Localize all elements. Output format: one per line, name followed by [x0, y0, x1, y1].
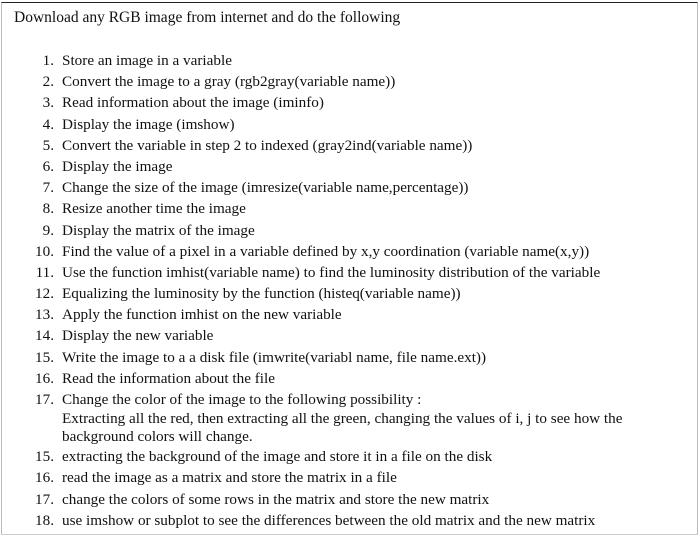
list-item-17-detail [0, 410, 700, 446]
item-number: 8. [42, 200, 54, 218]
list-item-12 [0, 283, 700, 304]
item-number: 15. [35, 448, 54, 466]
item-number: 9. [42, 221, 54, 239]
item-number: 17. [35, 490, 54, 508]
item-text: read the image as a matrix and store the matrix in a file [62, 469, 397, 487]
item-number: 12. [35, 285, 54, 303]
item-number: 13. [35, 306, 54, 324]
item-number: 15. [35, 348, 54, 366]
item-text: Display the image (imshow) [62, 115, 235, 133]
item-text: Display the matrix of the image [62, 221, 255, 239]
item-number: 18. [35, 511, 54, 529]
list-item-7 [0, 177, 700, 198]
list-item-5 [0, 135, 700, 156]
item-text: Resize another time the image [62, 200, 246, 218]
item-text: Write the image to a a disk file (imwrite(variabl name, file name.ext)) [62, 348, 487, 366]
item-text: Equalizing the luminosity by the function (histeq(variable name)) [62, 285, 461, 303]
list-item-15 [0, 347, 700, 368]
list-item-16b [0, 467, 700, 488]
item-text: Read the information about the file [62, 369, 275, 387]
item-detail-text: Extracting all the red, then extracting all the green, changing the values of i, j to see how the background colors will change. [62, 410, 623, 446]
item-number: 14. [35, 327, 54, 345]
item-number: 17. [35, 391, 54, 408]
list-item-13 [0, 304, 700, 325]
item-number: 16. [35, 369, 54, 387]
item-number: 4. [42, 115, 54, 133]
list-item-8 [0, 198, 700, 219]
item-number: 2. [42, 73, 54, 91]
list-item-18 [0, 510, 700, 531]
item-text: Change the size of the image (imresize(variable name,percentage)) [62, 179, 469, 197]
item-number: 16. [35, 469, 54, 487]
item-text: Find the value of a pixel in a variable defined by x,y coordination (variable name(x,y)) [62, 242, 590, 260]
item-number: 10. [35, 242, 54, 260]
item-text: Read information about the image (iminfo) [62, 94, 324, 112]
item-number: 1. [42, 52, 54, 69]
list-item-2 [0, 71, 700, 92]
item-text: Convert the variable in step 2 to indexed (gray2ind(variable name)) [62, 136, 473, 154]
list-item-1 [0, 50, 700, 71]
item-text: Display the new variable [62, 327, 214, 345]
item-text: Convert the image to a gray (rgb2gray(variable name)) [62, 73, 396, 91]
list-item-15b [0, 446, 700, 467]
item-text: Use the function imhist(variable name) to find the luminosity distribution of the variable [62, 263, 601, 281]
list-item-11 [0, 262, 700, 283]
item-text: Store an image in a variable [62, 52, 232, 69]
list-item-10 [0, 241, 700, 262]
list-item-17b [0, 489, 700, 510]
document-heading: Download any RGB image from internet and do the following [14, 9, 401, 26]
item-number: 7. [42, 179, 54, 197]
item-text: Change the color of the image to the following possibility : [62, 391, 422, 408]
item-text: extracting the background of the image and store it in a file on the disk [62, 448, 493, 466]
list-item-16 [0, 368, 700, 389]
item-number: 11. [35, 263, 54, 281]
item-number: 3. [42, 94, 54, 112]
item-number: 5. [42, 136, 54, 154]
item-text: change the colors of some rows in the matrix and store the new matrix [62, 490, 490, 508]
item-text: Display the image [62, 157, 173, 175]
list-item-6 [0, 156, 700, 177]
item-text: use imshow or subplot to see the differences between the old matrix and the new matrix [62, 511, 596, 529]
task-list [0, 50, 700, 531]
item-text: Apply the function imhist on the new variable [62, 306, 342, 324]
list-item-4 [0, 114, 700, 135]
list-item-14 [0, 325, 700, 346]
item-number: 6. [42, 157, 54, 175]
list-item-17 [0, 389, 700, 410]
list-item-9 [0, 220, 700, 241]
list-item-3 [0, 92, 700, 113]
